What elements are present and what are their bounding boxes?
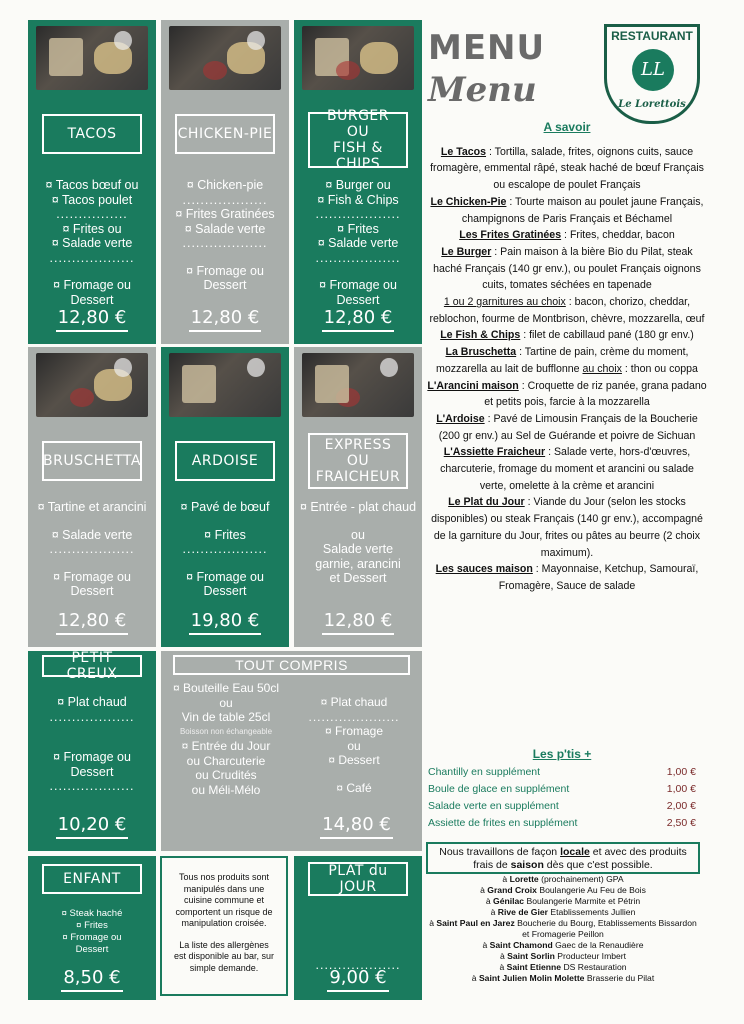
desc-text: : Pavé de Limousin Français de la Boucherie (200 gr env.) au Sel de Guérande et poivre de Sichuan [438,412,698,442]
divider: ................... [49,779,135,793]
tout-compris-line: ou Charcuterie [186,753,266,768]
desc-title: Le Fish & Chips [440,329,521,342]
ardoise-line: ¤ Pavé de bœuf [180,500,270,514]
desc-title: Le Tacos [440,145,487,158]
express-line: Salade verte [322,542,394,556]
supplier-prefix: à [429,918,437,928]
extra-name: Salade verte en supplément [428,800,559,812]
burger-line: ¤ Fromage ou [319,278,397,292]
desc-text: : Mayonnaise, Ketchup, Samouraï, Fromagère, Sauce de salade [498,563,699,592]
extra-price: 2,50 € [666,817,696,829]
petit-creux-line: ¤ Plat chaud [57,695,127,709]
supplier-city: Lorette [509,874,539,884]
divider: ................... [182,236,268,250]
desc-text: : Pain maison à la bière Bio du Pilat, steak haché Français (140 gr env.), ou poulet Français oignons cuits, tomates séchées en tapenade [433,245,701,292]
plat-du-jour-price: 9,00 € [327,967,388,992]
desc-text: : Viande du Jour (selon les stocks disponibles) ou steak Français (140 gr env.), accompagné de la garniture du Jour, frites ou pâtes au beurre (2 choix maximum). [431,496,703,559]
chicken-line: ¤ Salade verte [184,221,266,236]
burger-line: ¤ Salade verte [317,236,399,250]
ardoise-price: 19,80 € [189,610,262,635]
ardoise-card [161,347,289,647]
supplier-city: Rive de Gier [497,907,548,917]
divider: ................... [182,192,268,207]
tout-compris-card [161,651,422,851]
tout-compris-line: ¤ Entrée du Jour [181,739,271,753]
tacos-line: ¤ Tacos poulet [51,192,133,207]
supplier-city: Saint Paul en Jarez [436,918,515,928]
burger-label [308,108,408,172]
tout-compris-note: Boisson non échangeable [179,726,273,736]
menu-subtitle: Menu [428,70,537,110]
burger-price: 12,80 € [322,307,395,332]
suppliers-list [426,874,700,984]
desc-title: Le Burger [441,245,492,258]
supplier-prefix: à [502,874,510,884]
divider: ................... [49,542,135,556]
bruschetta-card [28,347,156,647]
tout-compris-line: ou Crudités [195,768,257,782]
bruschetta-photo [36,353,148,417]
supplier-prefix: à [485,896,494,906]
supplier-name: Boulangerie Au Feu de Bois [536,885,646,895]
enfant-card [28,856,156,1000]
desc-text: : thon ou coppa [621,362,698,375]
desc-title: Le Chicken-Pie [430,195,507,208]
supplier-city: Saint Chamond [489,940,553,950]
extra-price: 1,00 € [666,766,696,778]
supplier-prefix: à [480,885,488,895]
supplier-item [426,918,700,940]
express-label-line: FRAICHEUR [315,469,401,485]
extra-name: Chantilly en supplément [428,766,541,778]
supplier-name: Etablissements Jullien [547,907,636,917]
desc-title: Le Plat du Jour [448,496,525,509]
plat-du-jour-card [294,856,422,1000]
divider: ................... [49,250,135,265]
enfant-label: ENFANT [42,864,142,894]
chicken-label: CHICKEN-PIE [175,114,275,154]
tacos-line: Dessert [70,292,114,307]
bruschetta-line: ¤ Tartine et arancini [37,500,147,514]
desc-text: : Frites, cheddar, bacon [561,229,675,242]
plat-du-jour-label: PLAT du JOUR [308,862,408,896]
desc-title: L'Ardoise [436,412,485,425]
tout-compris-line: ou [347,738,361,753]
supplier-item [426,962,700,973]
desc-text: : Tortilla, salade, frites, oignons cuits, sauce fromagère, emmental râpé, steak haché de bœuf Français ou escalope de poulet Français [430,145,704,192]
chicken-price: 12,80 € [189,307,262,332]
extra-item [428,781,696,798]
extra-name: Assiette de frites en supplément [428,817,578,829]
supplier-prefix: à [499,951,508,961]
tacos-line: ¤ Tacos bœuf ou [45,178,139,192]
divider: ................... [315,250,401,265]
burger-label-line: BURGER [326,108,389,124]
supplier-city: Saint Julien Molin Molette [478,973,585,983]
supplier-name: Boulangerie Marmite et Pétrin [524,896,641,906]
divider: ................... [182,542,268,556]
supplier-item [426,940,700,951]
supplier-item [426,885,700,896]
supplier-city: Saint Sorlin [507,951,555,961]
ardoise-photo [169,353,281,417]
supplier-name: Boucherie du Bourg, Etablissements Bissardon et Fromagerie Peillon [514,918,697,939]
enfant-line: ¤ Fromage ou [62,932,122,943]
supplier-name: Gaec de la Renaudière [552,940,644,950]
supplier-name: Brasserie du Pilat [584,973,655,983]
express-label [308,433,408,489]
logo-top: RESTAURANT [611,29,693,43]
tacos-price: 12,80 € [56,307,129,332]
burger-line: Dessert [336,292,380,307]
express-photo [302,353,414,417]
chicken-line: ¤ Frites Gratinées [175,207,275,221]
burger-label-line: OU [346,124,370,140]
petit-creux-label: PETIT CREUX [42,655,142,677]
enfant-line: ¤ Frites [76,920,108,931]
supplier-prefix: à [499,962,507,972]
desc-title: au choix [582,362,622,375]
tout-compris-line: ¤ Café [336,780,372,795]
desc-title: L'Assiette Fraicheur [443,446,546,459]
ardoise-line: ¤ Fromage ou [186,569,264,584]
tout-compris-line: ¤ Fromage [324,724,384,738]
desc-title: L'Arancini maison [427,379,519,392]
ardoise-line: Dessert [203,584,247,598]
burger-line: ¤ Burger ou [325,178,391,192]
ardoise-line: ¤ Frites [204,527,246,542]
tacos-line: ¤ Fromage ou [53,278,131,292]
bruschetta-line: Dessert [70,584,114,598]
supplier-item [426,874,700,885]
desc-title: Les Frites Gratinées [459,229,562,242]
tout-compris-label: TOUT COMPRIS [173,655,410,675]
express-price: 12,80 € [322,610,395,635]
extra-item [428,798,696,815]
desc-text: : filet de cabillaud pané (180 gr env.) [520,329,694,342]
express-line: garnie, arancini [315,556,401,571]
divider: ................... [315,207,401,221]
tacos-line: ¤ Frites ou [62,221,122,236]
supplier-name: (prochainement) GPA [538,874,624,884]
chicken-line: ¤ Fromage ou [186,263,264,278]
burger-label-line: FISH & CHIPS [333,140,383,172]
desc-heading: A savoir [543,120,591,134]
supplier-city: Saint Etienne [506,962,562,972]
bruschetta-label: BRUSCHETTA [42,441,142,481]
supplier-city: Génilac [493,896,525,906]
local-emphasis: locale [560,846,590,858]
divider: ................... [315,958,401,972]
desc-text: : Tourte maison au poulet jaune Français, champignons de Paris Français et Béchamel [461,195,704,225]
express-line: ou [351,527,365,542]
supplier-prefix: à [471,973,479,983]
petit-creux-line: Dessert [70,764,114,779]
desc-title: Les sauces maison [435,563,533,576]
menu-title: MENU [428,28,546,68]
extra-price: 1,00 € [666,783,696,795]
chicken-card [161,20,289,344]
tout-compris-line: Vin de table 25cl [181,710,271,724]
tacos-card [28,20,156,344]
tout-compris-line: ¤ Bouteille Eau 50cl [172,681,280,695]
tout-compris-price: 14,80 € [320,814,393,839]
local-text: dès que c'est possible. [543,859,653,871]
extra-name: Boule de glace en supplément [428,783,570,795]
restaurant-logo [604,24,700,124]
local-text: Nous travaillons de façon [439,846,561,858]
burger-line: ¤ Fish & Chips [317,192,399,207]
petit-creux-line: ¤ Fromage ou [53,750,131,764]
express-line: ¤ Entrée - plat chaud [299,500,417,514]
supplier-name: Producteur Imbert [554,951,627,961]
bruschetta-line: ¤ Salade verte [51,527,133,542]
desc-title: 1 ou 2 garnitures au choix [443,296,566,309]
tacos-photo [36,26,148,90]
logo-name: Le Lorettois [618,99,686,110]
express-label-line: EXPRESS [324,437,392,453]
desc-title: La Bruschetta [445,346,517,359]
local-emphasis: saison [510,859,544,871]
extras-heading: Les p'tis + [532,747,592,761]
desc-text: : Croquette de riz panée, grana padano et petits pois, farcie à la mozzarella [484,379,707,409]
bruschetta-line: ¤ Fromage ou [53,569,131,584]
desc-text: : Salade verte, hors-d'œuvres, charcuterie, fromage du moment et arancini ou salade verte, omelette à la crème et arancini [440,446,694,492]
supplier-name: DS Restauration [561,962,627,972]
supplier-prefix: à [482,940,490,950]
burger-card [294,20,422,344]
chicken-line: ¤ Chicken-pie [186,178,264,192]
allergen-text: Tous nos produits sont manipulés dans une cuisine commune et comportent un risque de manipulation croisée. [175,872,273,928]
divider: ................ [56,207,128,221]
allergen-notice [160,856,288,996]
supplier-item [426,907,700,918]
enfant-line: ¤ Steak haché [61,908,123,919]
chicken-photo [169,26,281,90]
petit-creux-card [28,651,156,851]
express-card [294,347,422,647]
logo-monogram: LL [632,49,674,91]
extra-item [428,764,696,781]
bruschetta-price: 12,80 € [56,610,129,635]
tacos-line: ¤ Salade verte [51,236,133,250]
extra-item [428,815,696,832]
burger-line: ¤ Frites [337,221,379,236]
allergen-text: La liste des allergènes est disponible au bar, sur simple demande. [173,939,275,973]
burger-photo [302,26,414,90]
extras [428,747,696,832]
supplier-item [426,951,700,962]
chicken-line: Dessert [203,278,247,292]
divider: ..................... [308,709,400,724]
tacos-label: TACOS [42,114,142,154]
enfant-price: 8,50 € [61,967,122,992]
express-label-line: OU [346,453,370,469]
tout-compris-line: ¤ Dessert [328,753,380,767]
local-text: et avec des produits frais de [473,846,687,871]
enfant-line: Dessert [75,944,109,955]
desc-text: : Tartine de pain, crème du moment, mozzarella au lait de bufflonne [436,346,689,375]
petit-creux-price: 10,20 € [56,814,129,839]
extra-price: 2,00 € [666,800,696,812]
supplier-item [426,973,700,984]
desc-text: : bacon, chorizo, cheddar, reblochon, fourme de Montbrison, chèvre, mozzarella, œuf [429,296,705,325]
local-notice [426,842,700,874]
supplier-item [426,896,700,907]
supplier-prefix: à [490,907,498,917]
descriptions [426,119,708,595]
supplier-city: Grand Croix [487,885,537,895]
express-line: et Dessert [329,571,387,585]
ardoise-label: ARDOISE [175,441,275,481]
tout-compris-line: ou Méli-Mélo [191,782,261,797]
divider: ................... [49,709,135,724]
tout-compris-line: ou [219,695,233,710]
tout-compris-line: ¤ Plat chaud [320,695,388,709]
